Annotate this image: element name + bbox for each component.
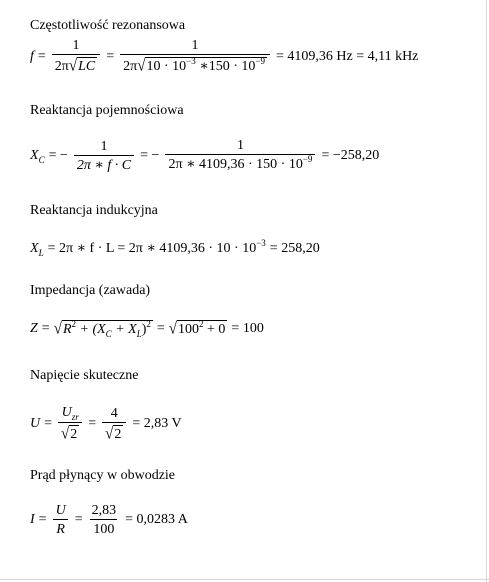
equals-minus: = −: [140, 147, 160, 163]
inductive-expression: [48, 240, 266, 257]
sqrt-lc: [69, 57, 97, 75]
equation-capacitive-reactance: [30, 138, 383, 173]
equals-sign: =: [41, 321, 50, 336]
subscript-l: L: [136, 329, 142, 339]
numerator: 1: [72, 38, 80, 53]
radical-sign: √: [61, 425, 70, 443]
exponent: −3: [186, 56, 196, 66]
symbol-u: U: [61, 405, 72, 420]
numerator: [59, 405, 82, 422]
radicand: [145, 57, 267, 75]
numerator: 1: [100, 138, 108, 154]
radicand: [62, 320, 153, 338]
result-rms-voltage: = 2,83 V: [132, 416, 182, 431]
exponent: −9: [302, 154, 313, 164]
radical-sign: √: [137, 57, 146, 75]
expression-text: = 2π ∗ f · L = 2π ∗ 4109,36 · 10 · 10: [47, 241, 257, 256]
symbol-x: X: [30, 240, 39, 256]
numerator: 4: [110, 405, 118, 421]
symbol-i: I: [30, 512, 35, 527]
result-current: = 0,0283 A: [125, 512, 188, 527]
subscript-l: L: [38, 247, 44, 258]
capacitance-value: ∗150 · 10: [195, 59, 256, 74]
denominator-text: 2π ∗ 4109,36 · 150 · 10: [168, 157, 303, 172]
radical-sign: √: [53, 320, 62, 338]
exponent: −9: [255, 56, 265, 66]
sqrt-numeric-lc: [137, 57, 267, 75]
radical-sign: √: [68, 57, 78, 75]
equals-sign: =: [106, 48, 115, 64]
two-pi: 2π: [54, 59, 69, 74]
numerator: 1: [236, 138, 244, 153]
plus-xl: + X: [115, 322, 137, 337]
close-paren: ): [141, 322, 147, 337]
equals-sign: =: [74, 512, 83, 527]
result-frequency: = 4109,36 Hz = 4,11 kHz: [275, 48, 419, 64]
equals-sign: =: [37, 48, 46, 64]
denominator: 100: [90, 519, 117, 537]
denominator: [52, 54, 100, 75]
equation-current: [30, 503, 192, 537]
exponent: 2: [146, 319, 151, 329]
denominator: [120, 54, 270, 75]
heading-inductive-reactance: Reaktancja indukcyjna: [30, 203, 158, 218]
result-capacitive-reactance: = −258,20: [321, 147, 380, 163]
fraction-numeric-frequency: [120, 38, 270, 75]
sqrt-impedance-formula: [54, 320, 153, 338]
symbol-u: U: [30, 416, 41, 431]
result-impedance: = 100: [231, 321, 264, 336]
symbol-r: R: [62, 322, 72, 337]
result-inductive-reactance: = 258,20: [269, 240, 320, 256]
equals-minus: = −: [48, 147, 68, 163]
sqrt-2: [105, 425, 123, 443]
denominator: [58, 422, 82, 443]
symbol-x: X: [30, 147, 39, 163]
fraction-1-over-2pifc: [74, 139, 134, 173]
equals-sign: =: [38, 512, 47, 527]
page-border-bottom: [0, 579, 489, 580]
radical-sign: √: [105, 424, 114, 443]
plus-zero: + 0: [207, 322, 226, 337]
symbol-z: Z: [30, 321, 38, 336]
fraction-numeric-reactance: [165, 138, 315, 173]
radicand: 2: [114, 426, 122, 442]
exponent: −3: [256, 238, 266, 248]
subscript-c: C: [105, 329, 112, 339]
resistance-value: 100: [178, 322, 200, 337]
inductance-value: 10 · 10: [146, 59, 187, 74]
exponent: 2: [199, 319, 204, 329]
plus-xc: + (X: [79, 322, 106, 337]
denominator: [102, 422, 126, 443]
equation-inductive-reactance: [30, 240, 320, 257]
radicand: 2: [70, 427, 78, 442]
subscript-c: C: [38, 154, 45, 165]
symbol-f: f: [30, 48, 34, 64]
radicand: LC: [78, 59, 96, 74]
equals-sign: =: [156, 321, 165, 336]
heading-rms-voltage: Napięcie skuteczne: [30, 368, 139, 383]
sqrt-2: [61, 425, 79, 443]
heading-impedance: Impedancja (zawada): [30, 283, 151, 298]
page-border-right: [486, 0, 487, 582]
two-pi: 2π: [123, 59, 138, 74]
radicand: [177, 320, 227, 338]
numerator: U: [55, 503, 66, 518]
fraction-1-over-2pi-sqrt-lc: [52, 38, 100, 75]
denominator: R: [53, 519, 68, 537]
numerator: 2,83: [91, 503, 117, 518]
sqrt-impedance-numeric: [169, 320, 228, 338]
heading-current: Prąd płynący w obwodzie: [30, 468, 176, 483]
equation-resonance-frequency: [30, 38, 422, 75]
heading-capacitive-reactance: Reaktancja pojemnościowa: [30, 103, 184, 118]
equals-sign: =: [44, 416, 53, 431]
denominator: 2π ∗ f · C: [74, 155, 134, 173]
fraction-4-over-sqrt2: [102, 406, 126, 443]
radical-sign: √: [168, 320, 178, 338]
numerator: 1: [191, 38, 199, 53]
fraction-numeric-current: [89, 503, 120, 537]
subscript-zr: zr: [71, 412, 79, 422]
fraction-uzr-over-sqrt2: [58, 405, 82, 443]
exponent: 2: [71, 319, 76, 329]
denominator: [165, 154, 315, 173]
equation-impedance: [30, 320, 268, 338]
heading-resonance-frequency: Częstotliwość rezonansowa: [30, 18, 186, 33]
fraction-u-over-r: [53, 503, 69, 537]
equals-sign: =: [88, 416, 97, 431]
equation-rms-voltage: [30, 405, 186, 443]
